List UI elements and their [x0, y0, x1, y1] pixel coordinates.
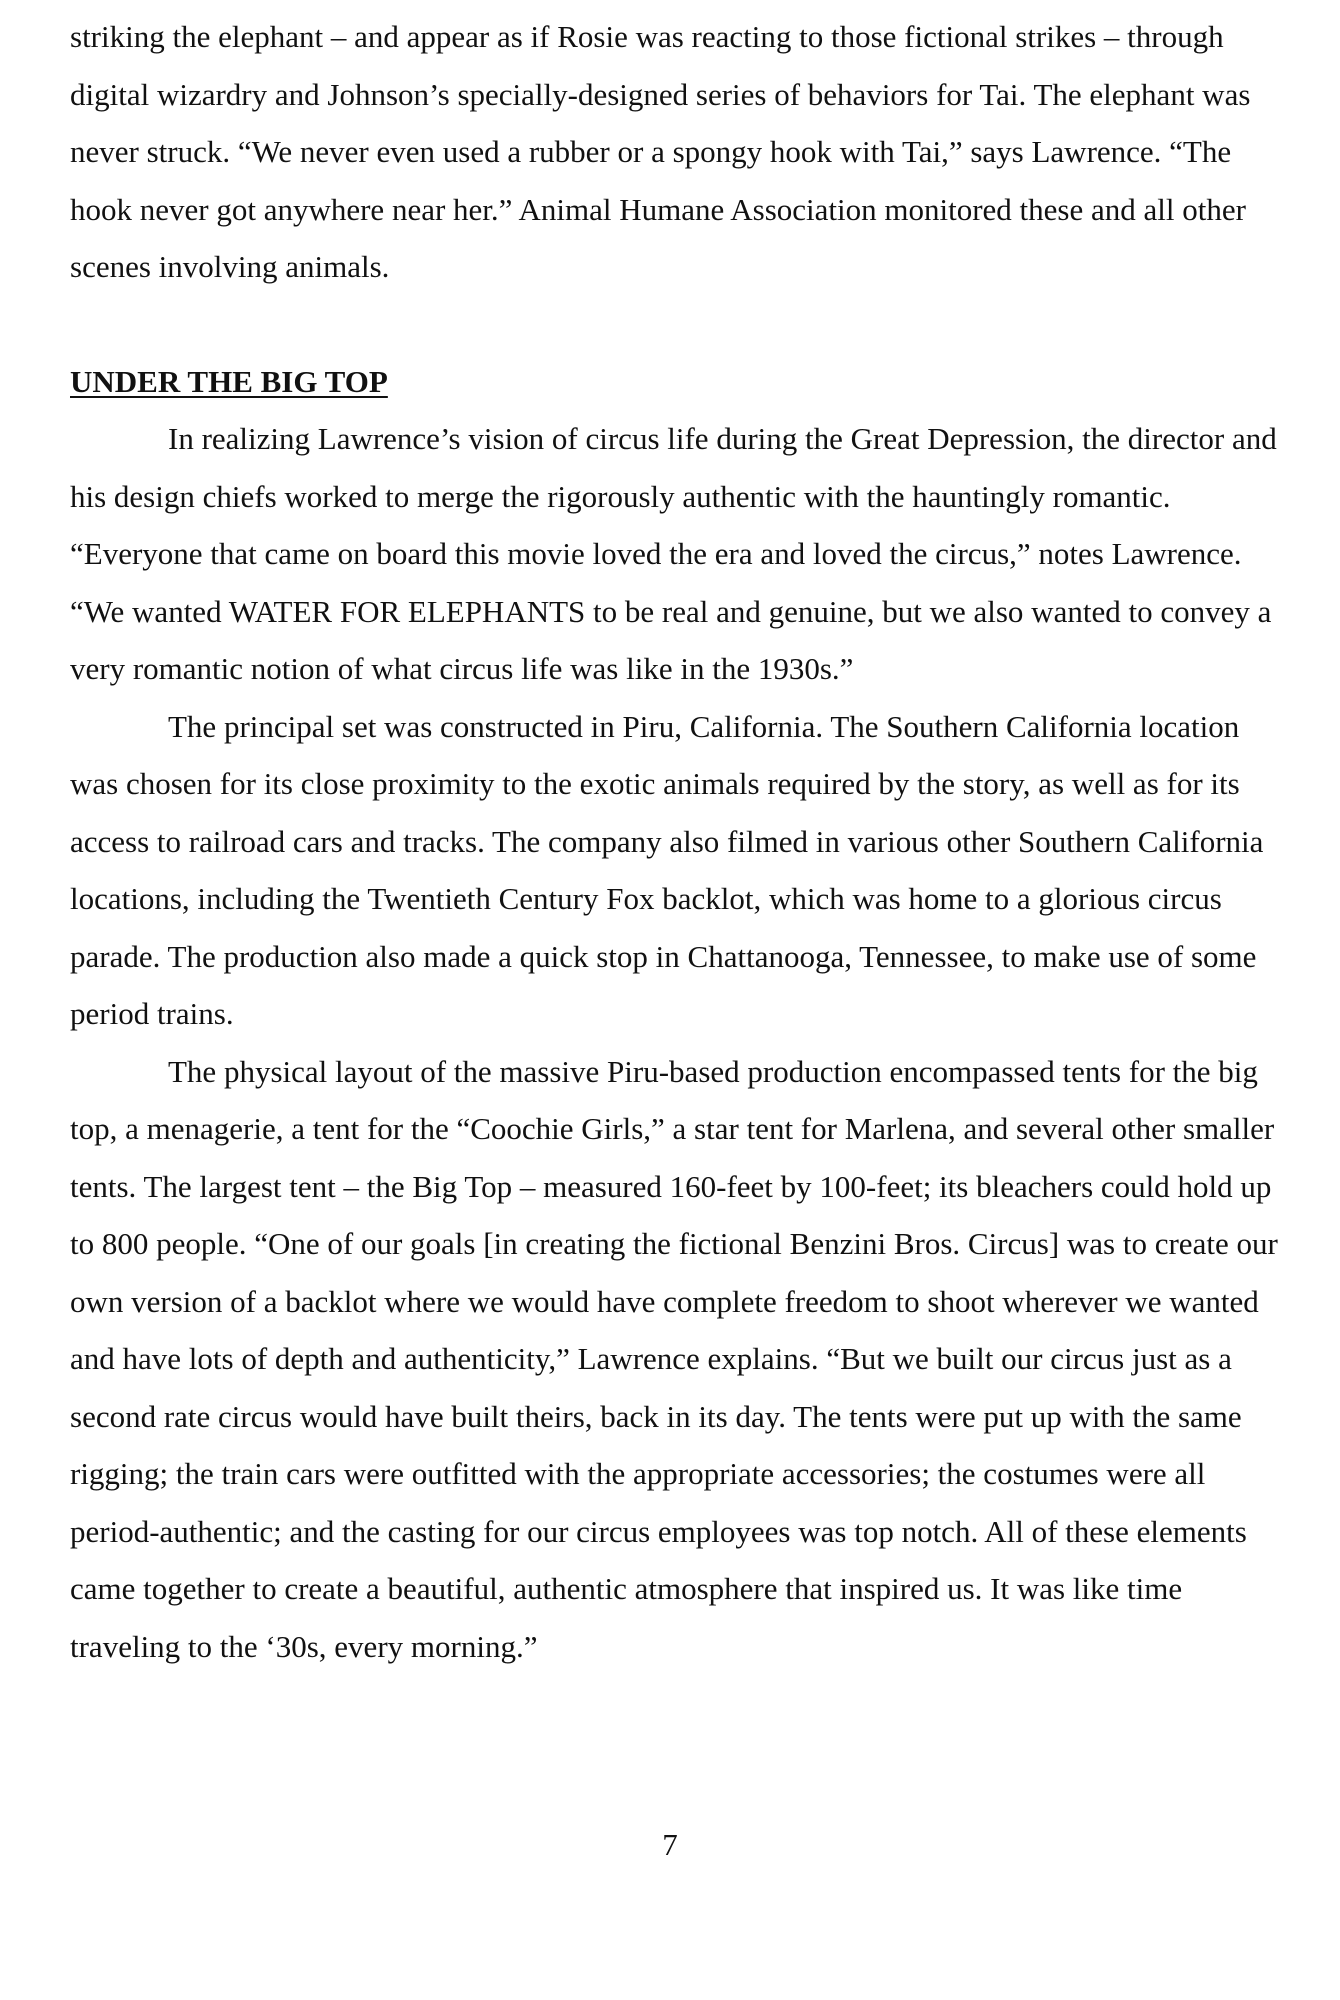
opening-paragraph: striking the elephant – and appear as if Rosie was reacting to those fictional strikes – through digital wizardry and Johnson’s specially-designed series of behaviors for Tai. The elephant was never struck. “We never even used a rubber or a spongy hook with Tai,” says Lawrence. “The hook never got anywhere near her.” Animal Humane Association monitored these and all other scenes involving animals. [70, 19, 1251, 284]
body-paragraph: The principal set was constructed in Piru, California. The Southern California location was chosen for its close proximity to the exotic animals required by the story, as well as for its access to railroad cars and tracks. The company also filmed in various other Southern California locations, including the Twentieth Century Fox backlot, which was home to a glorious circus parade. The production also made a quick stop in Chattanooga, Tennessee, to make use of some period trains. [70, 708, 1264, 1031]
body-paragraph: In realizing Lawrence’s vision of circus life during the Great Depression, the director and his design chiefs worked to merge the rigorously authentic with the hauntingly romantic. “Everyone that came on board this movie loved the era and loved the circus,” notes Lawrence. “We wanted WATER FOR ELEPHANTS to be real and genuine, but we also wanted to convey a very romantic notion of what circus life was like in the 1930s.” [70, 421, 1277, 686]
section-heading: UNDER THE BIG TOP [70, 363, 388, 399]
body-paragraph: The physical layout of the massive Piru-based production encompassed tents for the big top, a menagerie, a tent for the “Coochie Girls,” a star tent for Marlena, and several other smaller tents. The largest tent – the Big Top – measured 160-feet by 100-feet; its bleachers could hold up to 800 people. “One of our goals [in creating the fictional Benzini Bros. Circus] was to create our own version of a backlot where we would have complete freedom to shoot wherever we wanted and have lots of depth and authenticity,” Lawrence explains. “But we built our circus just as a second rate circus would have built theirs, back in its day. The tents were put up with the same rigging; the train cars were outfitted with the appropriate accessories; the costumes were all period-authentic; and the casting for our circus employees was top notch. All of these elements came together to create a beautiful, authentic atmosphere that inspired us. It was like time traveling to the ‘30s, every morning.” [70, 1053, 1278, 1664]
document-page [70, 8, 1285, 1675]
page-number: 7 [662, 1827, 678, 1862]
